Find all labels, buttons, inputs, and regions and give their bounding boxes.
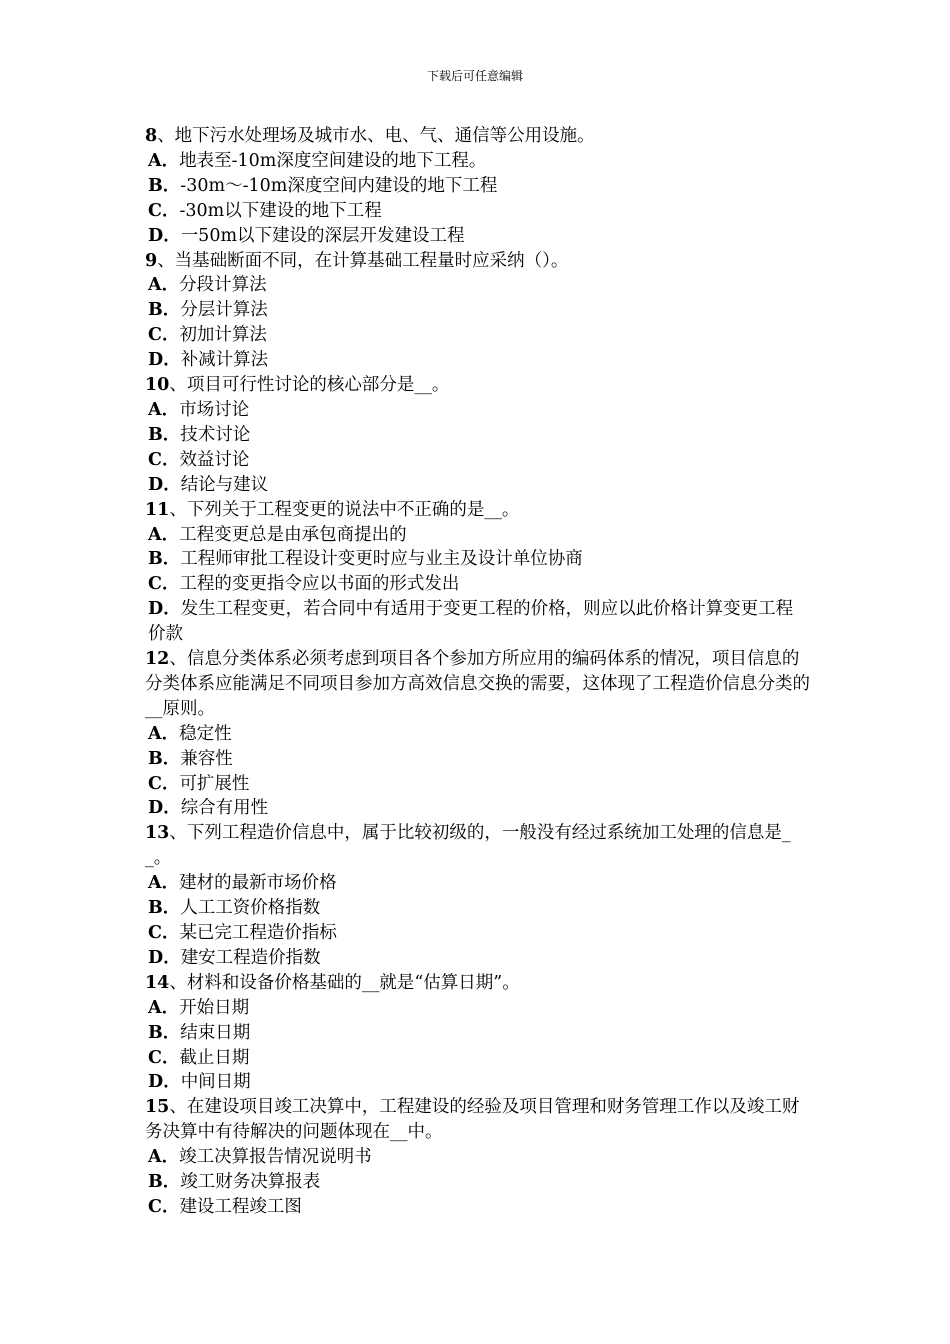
question-stem <box>145 971 810 996</box>
option-text: 某已完工程造价指标 <box>179 923 337 943</box>
option-text: 开始日期 <box>179 997 250 1018</box>
option-text: 稳定性 <box>179 723 232 744</box>
answer-option <box>145 996 810 1021</box>
option-letter: D <box>148 1072 164 1093</box>
question-text: 、项目可行性讨论的核心部分是__。 <box>169 375 450 396</box>
answer-option <box>145 722 810 747</box>
option-letter: D <box>148 225 164 246</box>
option-text: -30m以下建设的地下工程 <box>179 200 382 221</box>
option-separator: ． <box>161 325 180 346</box>
answer-option <box>145 747 810 772</box>
option-text: 人工工资价格指数 <box>180 898 321 919</box>
option-text: 竣工财务决算报表 <box>180 1172 321 1193</box>
option-text: 建安工程造价指数 <box>180 947 321 968</box>
option-separator: ． <box>161 997 180 1018</box>
option-text: 兼容性 <box>180 748 233 769</box>
option-text: 综合有用性 <box>180 798 269 819</box>
question-number: 12 <box>145 649 170 670</box>
option-letter: B <box>148 1172 163 1193</box>
option-separator: ． <box>161 1196 180 1217</box>
answer-option <box>145 572 810 597</box>
answer-option <box>145 199 810 224</box>
answer-option <box>145 523 810 548</box>
question-text: 、地下污水处理场及城市水、电、气、通信等公用设施。 <box>157 126 595 146</box>
option-text: 市场讨论 <box>179 399 250 420</box>
option-letter: C <box>148 773 162 794</box>
question-number: 13 <box>145 823 170 844</box>
option-letter: C <box>148 1047 162 1068</box>
option-letter: D <box>148 947 164 968</box>
answer-option <box>145 323 810 348</box>
question-stem <box>145 373 810 398</box>
option-separator: ． <box>163 350 181 371</box>
option-text: 发生工程变更，若合同中有适用于变更工程的价格，则应以此价格计算变更工程价款 <box>148 599 794 645</box>
option-separator: ． <box>161 723 180 744</box>
answer-option <box>145 298 810 323</box>
option-letter: A <box>148 399 162 420</box>
option-text: 补减计算法 <box>180 350 269 371</box>
answer-option <box>145 448 810 473</box>
option-letter: A <box>148 997 162 1018</box>
option-separator: ． <box>162 549 181 570</box>
option-text: 建材的最新市场价格 <box>179 873 337 894</box>
question-text: 、信息分类体系必须考虑到项目各个参加方所应用的编码体系的情况，项目信息的分类体系应能满足不同项目参加方高效信息交换的需要，这体现了工程造价信息分类的__原则。 <box>145 649 810 719</box>
option-letter: C <box>148 574 162 595</box>
question-list <box>145 124 810 1220</box>
answer-option <box>145 224 810 249</box>
answer-option <box>145 398 810 423</box>
option-separator: ． <box>161 275 180 296</box>
option-text: 工程变更总是由承包商提出的 <box>179 524 407 545</box>
option-letter: C <box>148 449 162 470</box>
option-separator: ． <box>163 947 181 968</box>
answer-option <box>145 174 810 199</box>
option-letter: C <box>148 325 162 346</box>
option-separator: ． <box>161 1147 180 1168</box>
option-letter: A <box>148 524 162 545</box>
question-stem <box>145 249 810 274</box>
option-separator: ． <box>161 923 180 943</box>
option-separator: ． <box>162 1172 181 1193</box>
option-letter: D <box>148 474 164 495</box>
answer-option <box>145 423 810 448</box>
option-text: 结束日期 <box>180 1022 251 1043</box>
option-text: 分段计算法 <box>179 275 267 296</box>
option-text: 中间日期 <box>180 1072 251 1093</box>
option-separator: ． <box>163 798 181 819</box>
question-text: 、下列关于工程变更的说法中不正确的是__。 <box>169 499 520 520</box>
option-letter: C <box>148 923 162 943</box>
option-letter: B <box>148 300 163 321</box>
option-separator: ． <box>161 449 180 470</box>
option-letter: A <box>148 275 162 296</box>
option-letter: B <box>148 424 163 445</box>
option-text: 工程师审批工程设计变更时应与业主及设计单位协商 <box>180 549 583 570</box>
option-text: -30m～-10m深度空间内建设的地下工程 <box>180 175 498 196</box>
answer-option <box>145 772 810 797</box>
answer-option <box>145 896 810 921</box>
question-text: 、在建设项目竣工决算中，工程建设的经验及项目管理和财务管理工作以及竣工财务决算中有待解决的问题体现在__中。 <box>145 1097 800 1143</box>
question-text: 、材料和设备价格基础的__就是“估算日期”。 <box>169 972 520 993</box>
option-letter: B <box>148 1022 163 1043</box>
answer-option <box>145 473 810 498</box>
option-separator: ． <box>161 200 180 221</box>
option-letter: A <box>148 150 162 171</box>
answer-option <box>145 796 810 821</box>
option-letter: A <box>148 723 162 744</box>
answer-option <box>145 871 810 896</box>
option-text: 建设工程竣工图 <box>179 1196 302 1217</box>
question-text: 、当基础断面不同，在计算基础工程量时应采纳（）。 <box>157 250 569 271</box>
option-separator: ． <box>162 898 181 919</box>
option-separator: ． <box>162 748 181 769</box>
question-text: 、下列工程造价信息中，属于比较初级的，一般没有经过系统加工处理的信息是__。 <box>145 823 791 869</box>
option-letter: C <box>148 200 162 221</box>
option-separator: ． <box>162 300 181 321</box>
option-separator: ． <box>161 574 180 595</box>
answer-option <box>145 1046 810 1071</box>
answer-option <box>145 547 810 572</box>
answer-option <box>145 348 810 373</box>
answer-option <box>145 273 810 298</box>
option-text: 地表至-10m深度空间建设的地下工程。 <box>179 150 487 171</box>
option-text: 分层计算法 <box>180 300 268 321</box>
option-separator: ． <box>162 1022 181 1043</box>
answer-option <box>145 1170 810 1195</box>
answer-option <box>145 1195 810 1220</box>
option-text: 工程的变更指令应以书面的形式发出 <box>179 574 460 595</box>
option-separator: ． <box>161 399 180 420</box>
question-stem <box>145 124 810 149</box>
answer-option <box>145 597 810 647</box>
answer-option <box>145 1070 810 1095</box>
option-separator: ． <box>161 150 180 171</box>
answer-option <box>145 149 810 174</box>
question-number: 11 <box>145 499 170 520</box>
option-letter: D <box>148 599 164 620</box>
option-letter: D <box>148 350 164 371</box>
page-header: 下载后可任意编辑 <box>426 69 523 83</box>
option-separator: ． <box>163 1072 181 1093</box>
question-number: 15 <box>145 1097 170 1118</box>
question-number: 9 <box>145 250 158 271</box>
question-stem <box>145 1095 810 1145</box>
option-separator: ． <box>162 175 181 196</box>
option-text: 技术讨论 <box>180 424 251 445</box>
question-number: 8 <box>145 126 158 146</box>
option-text: 初加计算法 <box>179 325 267 346</box>
option-text: 可扩展性 <box>179 773 250 794</box>
option-letter: B <box>148 549 163 570</box>
option-separator: ． <box>161 1047 180 1068</box>
question-stem <box>145 647 810 722</box>
option-letter: C <box>148 1196 162 1217</box>
option-separator: ． <box>163 474 181 495</box>
question-stem <box>145 498 810 523</box>
question-number: 14 <box>145 972 170 993</box>
option-text: 竣工决算报告情况说明书 <box>179 1147 372 1168</box>
option-separator: ． <box>161 773 180 794</box>
option-letter: A <box>148 873 162 894</box>
option-separator: ． <box>163 225 181 246</box>
answer-option <box>145 946 810 971</box>
option-separator: ． <box>163 599 181 620</box>
question-stem <box>145 821 810 871</box>
option-separator: ． <box>162 424 181 445</box>
option-letter: B <box>148 175 163 196</box>
option-separator: ． <box>161 873 180 894</box>
option-letter: D <box>148 798 164 819</box>
option-text: 一50m以下建设的深层开发建设工程 <box>180 225 465 246</box>
option-letter: B <box>148 898 163 919</box>
question-number: 10 <box>145 375 170 396</box>
option-letter: B <box>148 748 163 769</box>
answer-option <box>145 1021 810 1046</box>
answer-option <box>145 1145 810 1170</box>
option-text: 结论与建议 <box>180 474 269 495</box>
option-separator: ． <box>161 524 180 545</box>
option-text: 截止日期 <box>179 1047 250 1068</box>
option-text: 效益讨论 <box>179 449 250 470</box>
answer-option <box>145 921 810 946</box>
option-letter: A <box>148 1147 162 1168</box>
